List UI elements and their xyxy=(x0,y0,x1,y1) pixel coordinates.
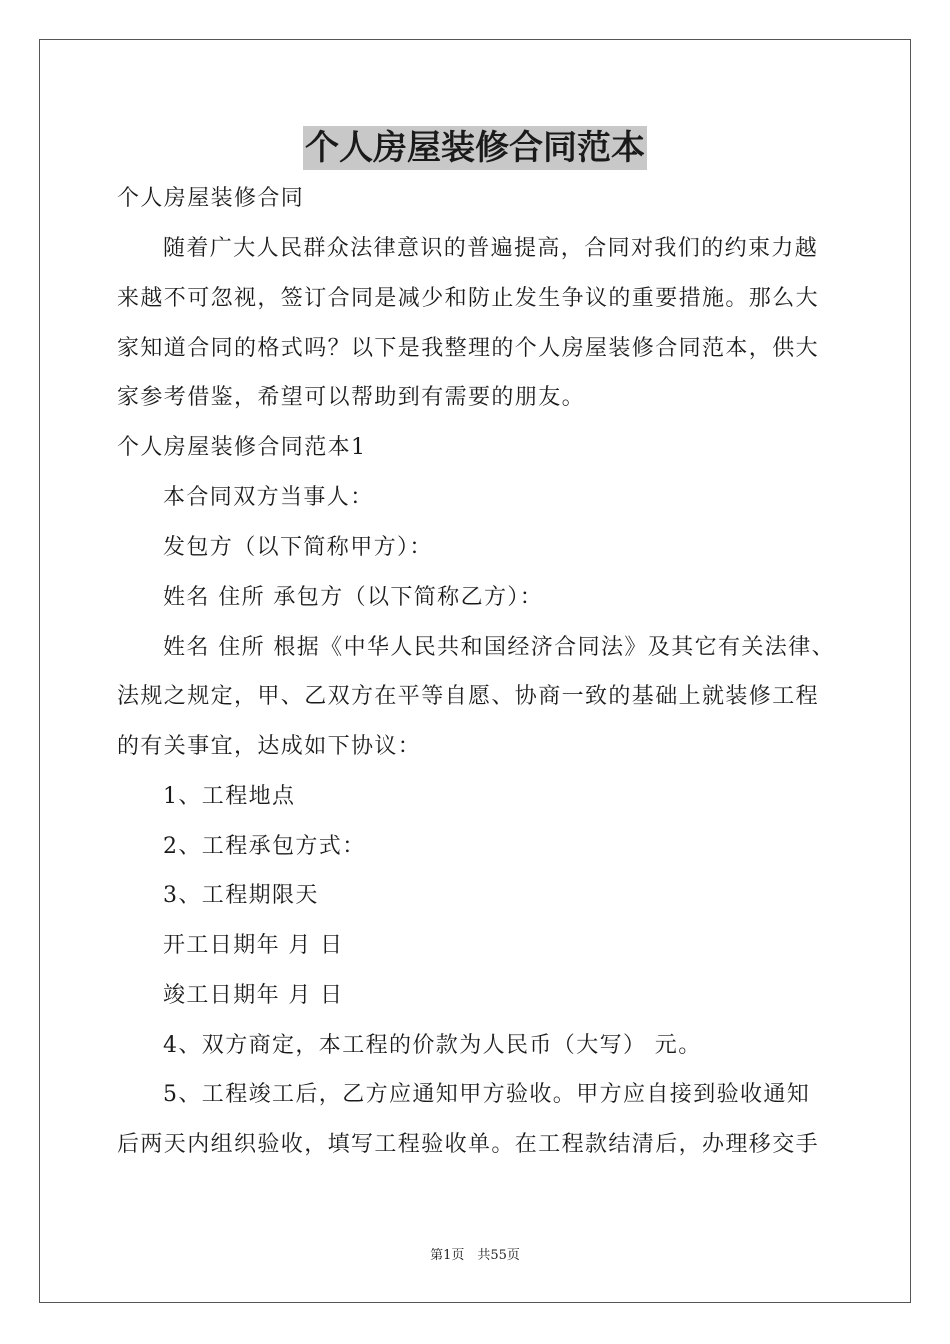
paragraph-line: 家知道合同的格式吗？以下是我整理的个人房屋装修合同范本，供大 xyxy=(117,336,820,361)
section-heading: 个人房屋装修合同 xyxy=(117,186,305,211)
clause-line: 1、工程地点 xyxy=(163,784,296,809)
paragraph-line: 随着广大人民群众法律意识的普遍提高，合同对我们的约束力越 xyxy=(163,236,819,261)
clause-line: 后两天内组织验收，填写工程验收单。在工程款结清后，办理移交手 xyxy=(117,1132,820,1157)
clause-line: 4、双方商定，本工程的价款为人民币（大写） 元。 xyxy=(163,1033,702,1058)
paragraph-line: 姓名 住所 承包方（以下简称乙方）： xyxy=(163,585,544,610)
clause-line: 5、工程竣工后，乙方应通知甲方验收。甲方应自接到验收通知 xyxy=(163,1082,811,1107)
page-border xyxy=(39,39,911,1303)
paragraph-line: 姓名 住所 根据《中华人民共和国经济合同法》及其它有关法律、 xyxy=(163,635,835,660)
clause-line: 2、工程承包方式： xyxy=(163,834,366,859)
page-number: 第1页 共55页 xyxy=(430,1248,520,1263)
clause-line: 竣工日期年 月 日 xyxy=(163,983,344,1008)
paragraph-line: 本合同双方当事人： xyxy=(163,485,374,510)
document-title: 个人房屋装修合同范本 xyxy=(305,128,645,168)
paragraph-line: 家参考借鉴，希望可以帮助到有需要的朋友。 xyxy=(117,385,586,410)
clause-line: 开工日期年 月 日 xyxy=(163,933,344,958)
title-container xyxy=(0,126,950,170)
paragraph-line: 法规之规定，甲、乙双方在平等自愿、协商一致的基础上就装修工程 xyxy=(117,684,820,709)
clause-line: 3、工程期限天 xyxy=(163,883,319,908)
section-heading: 个人房屋装修合同范本1 xyxy=(117,435,367,460)
paragraph-line: 发包方（以下简称甲方）： xyxy=(163,535,433,560)
paragraph-line: 来越不可忽视，签订合同是减少和防止发生争议的重要措施。那么大 xyxy=(117,286,820,311)
paragraph-line: 的有关事宜，达成如下协议： xyxy=(117,734,422,759)
